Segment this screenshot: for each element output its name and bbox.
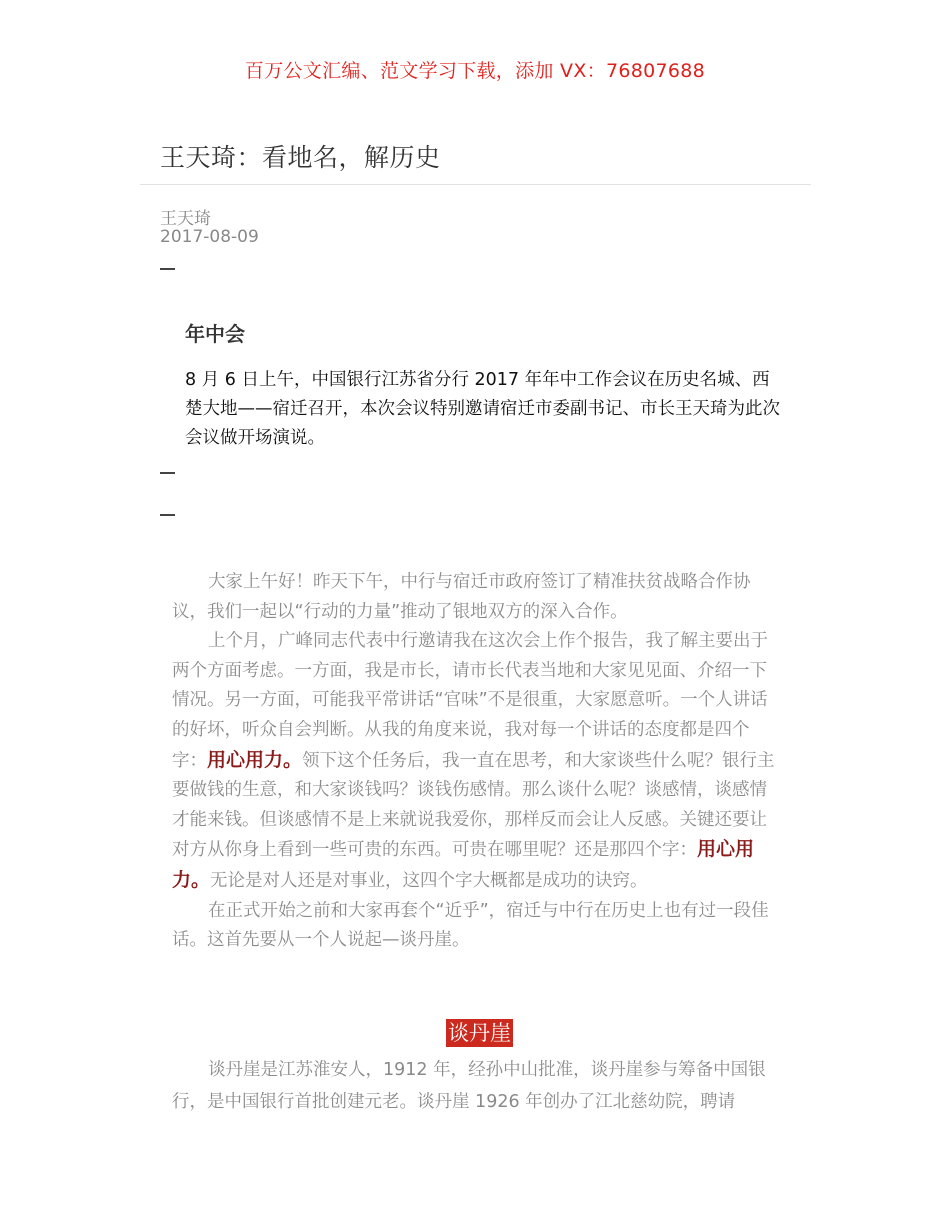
emphasis-text: 用心用力。 xyxy=(172,838,755,891)
subsection-body xyxy=(172,1054,782,1118)
dash-divider xyxy=(160,514,175,516)
section-heading: 年中会 xyxy=(185,322,245,346)
article-title: 王天琦：看地名，解历史 xyxy=(160,143,441,172)
body-text-span: 无论是对人还是对事业，这四个字大概都是成功的诀窍。 xyxy=(210,870,648,891)
dash-divider xyxy=(160,472,175,474)
promo-banner: 百万公文汇编、范文学习下载，添加 VX：76807688 xyxy=(244,60,706,82)
title-divider xyxy=(140,184,811,185)
dash-divider xyxy=(160,268,175,270)
subsection-heading: 谈丹崖 xyxy=(448,1021,511,1045)
article-author: 王天琦 xyxy=(160,209,211,229)
article-body xyxy=(172,568,782,956)
body-paragraph: 在正式开始之前和大家再套个“近乎”，宿迁与中行在历史上也有过一段佳话。这首先要从一个人说起—谈丹崖。 xyxy=(172,900,769,951)
emphasis-text: 用心用力。 xyxy=(207,748,303,771)
body-paragraph: 谈丹崖是江苏淮安人，1912 年，经孙中山批准，谈丹崖参与筹备中国银行，是中国银行首批创建元老。谈丹崖 1926 年创办了江北慈幼院，聘请 xyxy=(172,1060,766,1112)
body-text-span: 上个月，广峰同志代表中行邀请我在这次会上作个报告，我了解主要出于两个方面考虑。一方面，我是市长，请市长代表当地和大家见见面、介绍一下情况。另一方面，可能我平常讲话“官味”不是很重，大家愿意听。一个人讲话的好坏，听众自会判断。从我的角度来说，我对每一个讲话的态度都是四个字： xyxy=(172,631,768,771)
article-date: 2017-08-09 xyxy=(160,227,259,247)
intro-paragraph: 8 月 6 日上午，中国银行江苏省分行 2017 年年中工作会议在历史名城、西楚大地——宿迁召开，本次会议特别邀请宿迁市委副书记、市长王天琦为此次会议做开场演说。 xyxy=(185,370,780,448)
body-paragraph: 大家上午好！昨天下午，中行与宿迁市政府签订了精准扶贫战略合作协议，我们一起以“行动的力量”推动了银地双方的深入合作。 xyxy=(172,572,751,622)
body-text-span: 领下这个任务后，我一直在思考，和大家谈些什么呢？银行主要做钱的生意，和大家谈钱吗？谈钱伤感情。那么谈什么呢？谈感情，谈感情才能来钱。但谈感情不是上来就说我爱你，那样反而会让人反感。关键还要让对方从你身上看到一些可贵的东西。可贵在哪里呢？还是那四个字： xyxy=(172,750,775,861)
body-paragraph xyxy=(172,627,782,896)
